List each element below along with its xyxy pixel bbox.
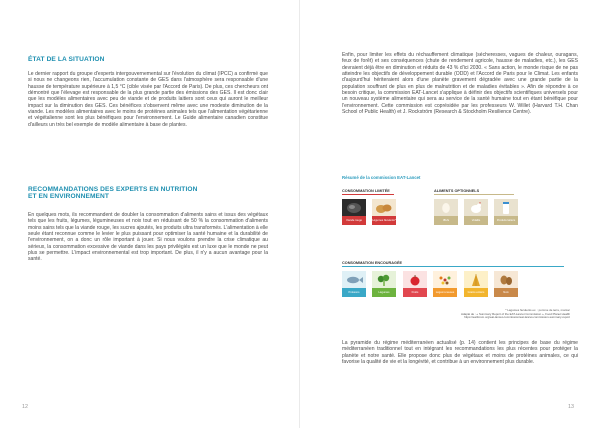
nut-icon [494, 271, 518, 289]
food-tile [342, 271, 366, 297]
recommendations-title-line1: RECOMMANDATIONS DES EXPERTS EN NUTRITION [28, 186, 198, 193]
food-tile [433, 271, 457, 297]
fish-icon [342, 271, 366, 289]
group-label-limited: CONSOMMATION LIMITÉE [342, 189, 390, 193]
page-number-right: 13 [568, 404, 574, 410]
chart-footnotes [410, 309, 570, 320]
food-tile [342, 199, 366, 225]
tile-label: Fruits [403, 288, 427, 297]
broccoli-icon [372, 271, 396, 289]
food-tile [434, 199, 458, 225]
recommendations-title-line2: ET EN ENVIRONNEMENT [28, 193, 110, 200]
group-line-optional [434, 194, 514, 195]
legume-icon [433, 271, 457, 289]
meat-icon [342, 199, 366, 217]
food-tile [494, 199, 518, 225]
footnote-url: https://eatforum.org/eat-lancet-commission/eat-lancet-commission-summary-report [464, 315, 570, 320]
closing-paragraph: La pyramide du régime méditerranéen actualisé (p. 14) contient les principes de base du régime méditerranéen traditionnel tout en intégrant les recommandations les plus récentes pour protéger la planète et notre santé. Elle propose donc plus de végétaux et moins de protéines animales, ce qui favorise la qualité de vie et la longévité, et contribue à un environnement plus durable. [342, 340, 578, 366]
apple-icon [403, 271, 427, 289]
food-tile [372, 271, 396, 297]
situation-paragraph: Le dernier rapport du groupe d'experts intergouvernemental sur l'évolution du climat (IPCC) a confirmé que si nous ne changeons rien, l'accumulation constante de GES dans l'atmosphère sera responsable d'une hausse de température supérieure à 1,5 °C (cible visée par l'Accord de Paris). De plus, ces chercheurs ont démontré que l'élevage est responsable de la plus grande partie des émissions des GES. Il est donc clair que les modèles alimentaires avec peu de viande et de produits laitiers sont ceux qui auront le meilleur impact sur la diminution des GES. Ces bénéfices s'observent même avec une modeste diminution de la viande. Les modèles alimentaires avec le moins de protéines animales tels que l'alimentation végétarienne et végétalienne sont les plus bénéfiques pour l'environnement. Le Guide alimentaire canadien constitue d'ailleurs un très bel exemple de modèle alimentaire à base de plantes. [28, 71, 268, 128]
grain-icon [464, 271, 488, 289]
food-tile [464, 199, 488, 225]
potato-icon [372, 199, 396, 217]
intro-paragraph: Enfin, pour limiter les effets du réchauffement climatique (sécheresses, vagues de chaleur, ouragans, feux de forêt) et ses conséquences (chute de rendement agricole, hausse de maladies, etc.), les GES devraient déjà être en diminution et réduits de 43 % d'ici 2030. « Sans action, le monde risque de ne pas atteindre les objectifs de développement durable (ODD) et l'Accord de Paris pour le Climat. Les enfants d'aujourd'hui hériteraient alors d'une planète gravement dégradée avec une grande partie de la population souffrant de plus en plus de malnutrition et de maladies évitables ». Afin de répondre à ce besoin critique, la commission EAT-Lancet s'applique à définir des objectifs scientifiques universels pour un nouveau système alimentaire qui sera au service de la santé humaine tout en étant bénéfique pour l'environnement. Cette commission est coprésidée par les professeurs W. Willet (Harvard T.H. Chan School of Public Health) et J. Rockström (Research & Stockholm Resilience Centre). [342, 52, 578, 116]
chicken-icon [464, 199, 488, 217]
food-tile [372, 199, 396, 225]
tile-label: Grains entiers [464, 288, 488, 297]
group-label-encouraged: CONSOMMATION ENCOURAGÉE [342, 261, 403, 265]
food-tile [464, 271, 488, 297]
section-title-situation: ÉTAT DE LA SITUATION [28, 56, 105, 63]
recommendations-paragraph: En quelques mots, ils recommandent de doubler la consommation d'aliments sains et issus des végétaux tels que les fruits, légumes, légumineuses et noix tout en réduisant de 50 % la consommation d'aliments moins sains tels que la viande rouge, les sucres ajoutés, les produits ultra transformés. L'alimentation à elle seule étant reconnue comme le levier le plus puissant pour optimiser la santé humaine et la durabilité de l'environnement, on a donc un rôle important à jouer. Si nous voulons prendre la crise climatique au sérieux, la consommation excessive de viande dans les pays privilégiés est un luxe que le monde ne peut plus se permettre. L'impact environnemental est trop important. De plus, il n'y a aucun avantage pour la santé. [28, 212, 268, 263]
group-label-optional: ALIMENTS OPTIONNELS [434, 189, 480, 193]
tile-label: Noix [494, 288, 518, 297]
tile-label: Légumi-neuses [433, 288, 457, 297]
tile-label: Légumes [372, 288, 396, 297]
tile-label: Viande rouge [342, 216, 366, 225]
tile-label: Œufs [434, 216, 458, 225]
tile-label: Poissons [342, 288, 366, 297]
milk-icon [494, 199, 518, 217]
section-title-recommendations [28, 186, 278, 200]
food-tile [494, 271, 518, 297]
page-number-left: 12 [22, 404, 28, 410]
food-tile [403, 271, 427, 297]
footnote-starchy: * Légumes féculents ex. : pomme de terre, manioc [505, 308, 570, 312]
tile-label: Produits laitiers [494, 216, 518, 225]
group-line-encouraged [342, 266, 564, 267]
tile-label: Volaille [464, 216, 488, 225]
footnote-source: Adapté de : « Summary Report of the EAT-Lancet Commission », Food Planet Health [460, 311, 570, 316]
group-line-limited [342, 194, 394, 195]
egg-icon [434, 199, 458, 217]
tile-label: Légumes féculents* [372, 216, 396, 225]
chart-title: Résumé de la commission EAT-Lancet [342, 175, 421, 180]
